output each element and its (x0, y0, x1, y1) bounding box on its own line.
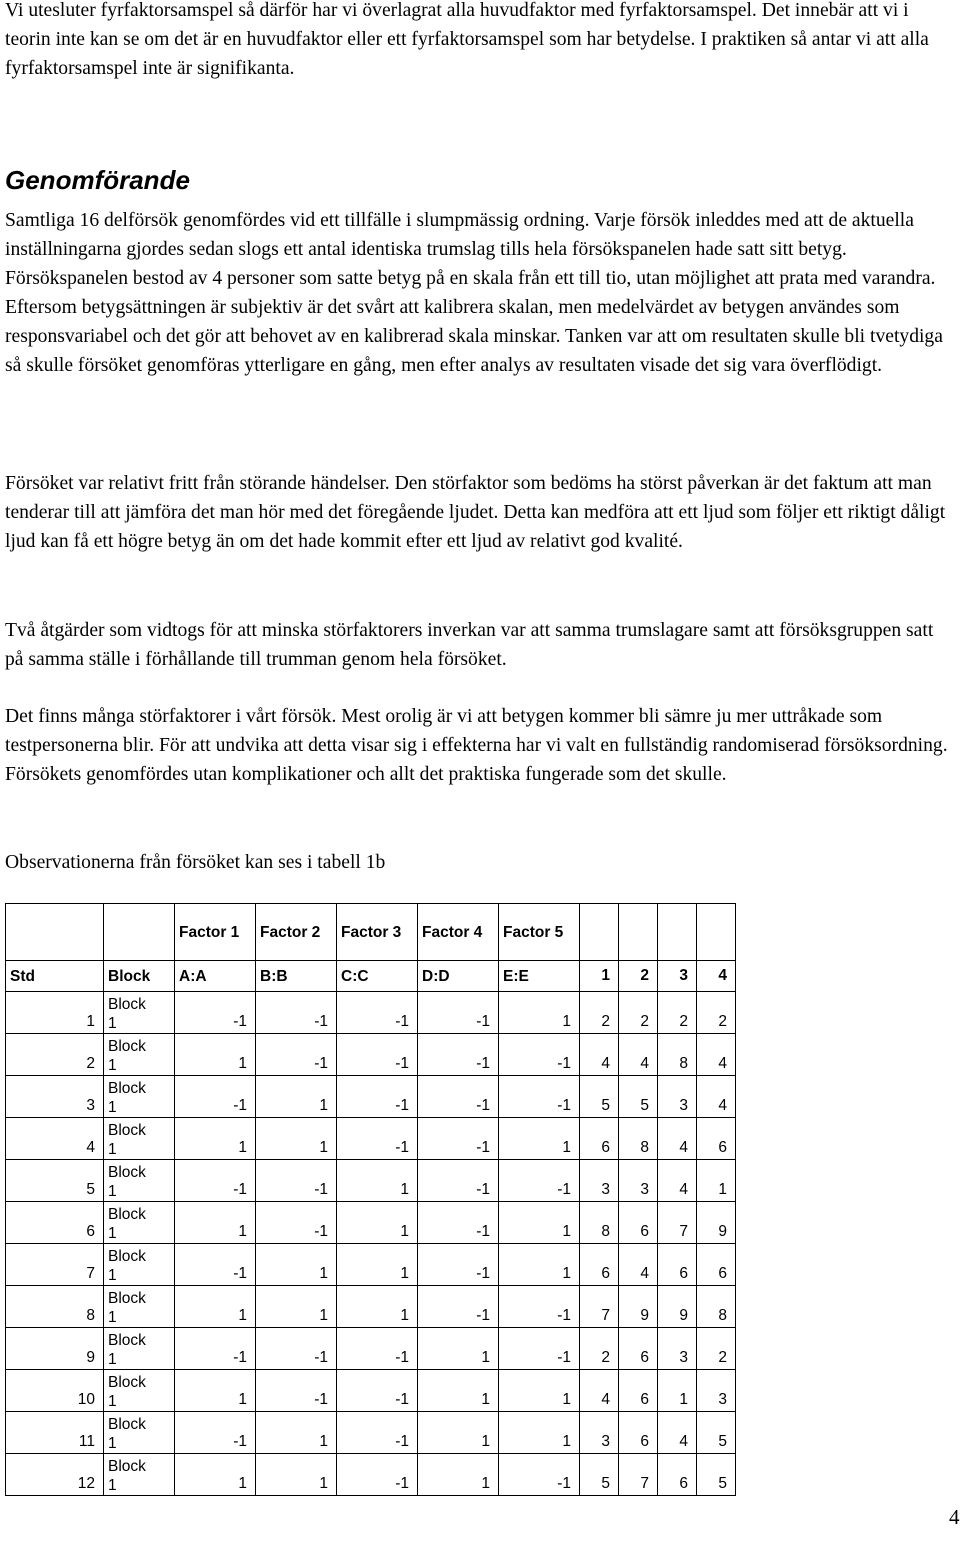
cell-rating: 8 (697, 1286, 736, 1328)
cell-rating: 4 (697, 1076, 736, 1118)
cell-rating: 2 (619, 992, 658, 1034)
cell-rating: 2 (697, 1328, 736, 1370)
cell-rating: 4 (658, 1412, 697, 1454)
cell-rating: 6 (697, 1244, 736, 1286)
cell-factor-level: 1 (175, 1286, 256, 1328)
cell-factor-level: 1 (256, 1244, 337, 1286)
cell-block-label: Block (108, 996, 146, 1013)
cell-factor-level: -1 (418, 992, 499, 1034)
cell-block-label: Block (108, 1080, 146, 1097)
cell-block (104, 1370, 175, 1412)
cell-factor-level: 1 (499, 1412, 580, 1454)
cell-std: 7 (6, 1244, 104, 1286)
header-empty-cell (580, 904, 619, 961)
cell-factor-level: -1 (418, 1118, 499, 1160)
cell-std: 4 (6, 1118, 104, 1160)
cell-rating: 3 (619, 1160, 658, 1202)
cell-std: 11 (6, 1412, 104, 1454)
table-row (6, 1370, 736, 1412)
col-header-rating-2: 2 (619, 961, 658, 992)
paragraph-storfaktorer: Det finns många störfaktorer i vårt försök. Mest orolig är vi att betygen kommer bli sämre ju mer uttråkade som testpersonerna blir. För att undvika att detta visar sig i effekterna har vi valt en fullständig randomiserad försöksordning. Försökets genomfördes utan komplikationer och allt det praktiska fungerade som det skulle. (5, 706, 948, 785)
cell-rating: 5 (697, 1412, 736, 1454)
cell-factor-level: -1 (499, 1328, 580, 1370)
cell-block (104, 1286, 175, 1328)
cell-block-label: Block (108, 1374, 146, 1391)
cell-factor-level: 1 (337, 1244, 418, 1286)
cell-factor-level: 1 (256, 1454, 337, 1496)
cell-block-number: 1 (108, 1267, 117, 1284)
cell-factor-level: 1 (499, 1202, 580, 1244)
cell-factor-level: -1 (337, 1034, 418, 1076)
table-column-header-row (6, 961, 736, 992)
cell-block-number: 1 (108, 1477, 117, 1494)
cell-factor-level: -1 (499, 1286, 580, 1328)
paragraph-observationer: Observationerna från försöket kan ses i tabell 1b (5, 852, 386, 873)
cell-block-number: 1 (108, 1351, 117, 1368)
cell-rating: 9 (658, 1286, 697, 1328)
cell-rating: 2 (580, 992, 619, 1034)
cell-factor-level: 1 (175, 1454, 256, 1496)
cell-rating: 8 (580, 1202, 619, 1244)
cell-block-label: Block (108, 1290, 146, 1307)
factor-header-2: Factor 2 (256, 904, 337, 961)
cell-rating: 6 (619, 1328, 658, 1370)
cell-rating: 2 (697, 992, 736, 1034)
cell-rating: 7 (658, 1202, 697, 1244)
cell-factor-level: 1 (256, 1076, 337, 1118)
cell-std: 12 (6, 1454, 104, 1496)
cell-rating: 6 (658, 1244, 697, 1286)
table-row (6, 1412, 736, 1454)
cell-factor-level: 1 (418, 1412, 499, 1454)
cell-factor-level: -1 (256, 1160, 337, 1202)
cell-block-label: Block (108, 1416, 146, 1433)
table-row (6, 1118, 736, 1160)
cell-block-label: Block (108, 1122, 146, 1139)
section-heading-genomforande: Genomförande (5, 165, 190, 195)
cell-factor-level: -1 (337, 1076, 418, 1118)
cell-std: 10 (6, 1370, 104, 1412)
table-row (6, 1076, 736, 1118)
cell-factor-level: -1 (418, 1244, 499, 1286)
cell-std: 3 (6, 1076, 104, 1118)
col-header-dd: D:D (418, 961, 499, 992)
cell-factor-level: -1 (499, 1034, 580, 1076)
col-header-ee: E:E (499, 961, 580, 992)
table-row (6, 1202, 736, 1244)
cell-factor-level: -1 (337, 1370, 418, 1412)
cell-rating: 8 (658, 1034, 697, 1076)
cell-factor-level: -1 (418, 1034, 499, 1076)
cell-factor-level: -1 (337, 1412, 418, 1454)
cell-factor-level: 1 (175, 1370, 256, 1412)
cell-rating: 6 (580, 1244, 619, 1286)
cell-rating: 4 (580, 1370, 619, 1412)
cell-rating: 3 (658, 1076, 697, 1118)
table-row (6, 1286, 736, 1328)
header-empty-cell (697, 904, 736, 961)
cell-block (104, 1328, 175, 1370)
cell-rating: 2 (580, 1328, 619, 1370)
cell-std: 6 (6, 1202, 104, 1244)
observation-table (5, 903, 736, 1496)
cell-rating: 4 (658, 1118, 697, 1160)
cell-factor-level: 1 (175, 1118, 256, 1160)
cell-rating: 5 (580, 1076, 619, 1118)
cell-rating: 9 (619, 1286, 658, 1328)
cell-rating: 2 (658, 992, 697, 1034)
cell-rating: 6 (658, 1454, 697, 1496)
cell-factor-level: 1 (418, 1454, 499, 1496)
table-row (6, 1328, 736, 1370)
cell-factor-level: -1 (337, 1454, 418, 1496)
col-header-std: Std (6, 961, 104, 992)
cell-block-number: 1 (108, 1141, 117, 1158)
cell-rating: 4 (580, 1034, 619, 1076)
cell-factor-level: 1 (337, 1286, 418, 1328)
cell-block-label: Block (108, 1332, 146, 1349)
cell-block (104, 1076, 175, 1118)
cell-block (104, 992, 175, 1034)
table-row (6, 992, 736, 1034)
page-number: 4 (949, 1505, 960, 1529)
cell-rating: 3 (580, 1160, 619, 1202)
cell-rating: 3 (697, 1370, 736, 1412)
cell-block (104, 1202, 175, 1244)
cell-std: 8 (6, 1286, 104, 1328)
cell-rating: 6 (619, 1412, 658, 1454)
col-header-rating-3: 3 (658, 961, 697, 992)
cell-factor-level: -1 (418, 1076, 499, 1118)
col-header-cc: C:C (337, 961, 418, 992)
cell-rating: 4 (697, 1034, 736, 1076)
cell-factor-level: 1 (499, 1370, 580, 1412)
cell-factor-level: 1 (256, 1118, 337, 1160)
header-empty-cell (619, 904, 658, 961)
cell-rating: 7 (580, 1286, 619, 1328)
col-header-aa: A:A (175, 961, 256, 992)
cell-std: 1 (6, 992, 104, 1034)
cell-factor-level: 1 (337, 1160, 418, 1202)
cell-factor-level: 1 (175, 1202, 256, 1244)
cell-rating: 9 (697, 1202, 736, 1244)
cell-block (104, 1454, 175, 1496)
cell-rating: 1 (658, 1370, 697, 1412)
cell-factor-level: -1 (418, 1160, 499, 1202)
cell-block-number: 1 (108, 1309, 117, 1326)
cell-rating: 4 (619, 1244, 658, 1286)
cell-block-number: 1 (108, 1435, 117, 1452)
cell-rating: 7 (619, 1454, 658, 1496)
cell-block-number: 1 (108, 1183, 117, 1200)
cell-block (104, 1244, 175, 1286)
cell-rating: 3 (580, 1412, 619, 1454)
cell-block-label: Block (108, 1458, 146, 1475)
cell-rating: 5 (619, 1076, 658, 1118)
header-empty-cell (658, 904, 697, 961)
cell-factor-level: 1 (499, 1244, 580, 1286)
col-header-rating-4: 4 (697, 961, 736, 992)
cell-factor-level: -1 (175, 1412, 256, 1454)
cell-block-label: Block (108, 1038, 146, 1055)
factor-header-5: Factor 5 (499, 904, 580, 961)
cell-factor-level: -1 (256, 1202, 337, 1244)
cell-factor-level: -1 (256, 1034, 337, 1076)
factor-header-1: Factor 1 (175, 904, 256, 961)
cell-block-label: Block (108, 1206, 146, 1223)
cell-std: 5 (6, 1160, 104, 1202)
table-row (6, 1244, 736, 1286)
cell-factor-level: -1 (175, 1160, 256, 1202)
cell-factor-level: 1 (256, 1286, 337, 1328)
cell-rating: 6 (619, 1202, 658, 1244)
cell-rating: 4 (658, 1160, 697, 1202)
col-header-block: Block (104, 961, 175, 992)
cell-factor-level: -1 (256, 1328, 337, 1370)
cell-factor-level: 1 (418, 1370, 499, 1412)
header-empty-cell (6, 904, 104, 961)
cell-factor-level: -1 (499, 1076, 580, 1118)
paragraph-storande-handelser: Försöket var relativt fritt från störande händelser. Den störfaktor som bedöms ha störst påverkan är det faktum att man tenderar till att jämföra det man hör med det föregående ljudet. Detta kan medföra att ett ljud som följer ett riktigt dåligt ljud kan få ett högre betyg än om det hade kommit efter ett ljud av relativt god kvalité. (5, 473, 946, 552)
cell-factor-level: 1 (175, 1034, 256, 1076)
table-row (6, 1034, 736, 1076)
cell-block (104, 1160, 175, 1202)
cell-block (104, 1118, 175, 1160)
cell-rating: 6 (619, 1370, 658, 1412)
cell-factor-level: -1 (337, 992, 418, 1034)
paragraph-atgarder: Två åtgärder som vidtogs för att minska störfaktorers inverkan var att samma trumslagare samt att försöksgruppen satt på samma ställe i förhållande till trumman genom hela försöket. (5, 620, 934, 670)
cell-block-number: 1 (108, 1099, 117, 1116)
cell-rating: 5 (697, 1454, 736, 1496)
cell-factor-level: -1 (175, 1328, 256, 1370)
cell-block (104, 1034, 175, 1076)
cell-factor-level: 1 (337, 1202, 418, 1244)
cell-factor-level: 1 (499, 992, 580, 1034)
cell-block-label: Block (108, 1164, 146, 1181)
cell-factor-level: -1 (256, 992, 337, 1034)
header-empty-cell (104, 904, 175, 961)
cell-block-number: 1 (108, 1015, 117, 1032)
cell-std: 2 (6, 1034, 104, 1076)
cell-rating: 1 (697, 1160, 736, 1202)
cell-block (104, 1412, 175, 1454)
cell-factor-level: -1 (175, 1244, 256, 1286)
table-row (6, 1454, 736, 1496)
cell-factor-level: -1 (499, 1160, 580, 1202)
cell-factor-level: -1 (418, 1202, 499, 1244)
table-row (6, 1160, 736, 1202)
cell-factor-level: -1 (175, 992, 256, 1034)
cell-rating: 3 (658, 1328, 697, 1370)
cell-rating: 5 (580, 1454, 619, 1496)
cell-block-label: Block (108, 1248, 146, 1265)
cell-rating: 8 (619, 1118, 658, 1160)
cell-std: 9 (6, 1328, 104, 1370)
cell-factor-level: -1 (337, 1328, 418, 1370)
col-header-bb: B:B (256, 961, 337, 992)
cell-factor-level: -1 (256, 1370, 337, 1412)
factor-header-4: Factor 4 (418, 904, 499, 961)
cell-factor-level: -1 (175, 1076, 256, 1118)
cell-factor-level: 1 (256, 1412, 337, 1454)
cell-block-number: 1 (108, 1057, 117, 1074)
cell-rating: 6 (580, 1118, 619, 1160)
paragraph-genomforande: Samtliga 16 delförsök genomfördes vid ett tillfälle i slumpmässig ordning. Varje försök inleddes med att de aktuella inställningarna gjordes sedan slogs ett antal identiska trumslag tills hela försökspanelen hade satt sitt betyg. Försökspanelen bestod av 4 personer som satte betyg på en skala från ett till tio, utan möjlighet att prata med varandra. Eftersom betygsättningen är subjektiv är det svårt att kalibrera skalan, men medelvärdet av betygen användes som responsvariabel och det gör att behovet av en kalibrerad skala minskar. Tanken var att om resultaten skulle bli tvetydiga så skulle försöket genomföras ytterligare en gång, men efter analys av resultaten visade det sig vara överflödigt. (5, 210, 943, 376)
intro-paragraph: Vi utesluter fyrfaktorsamspel så därför har vi överlagrat alla huvudfaktor med fyrfaktorsamspel. Det innebär att vi i teorin inte kan se om det är en huvudfaktor eller ett fyrfaktorsamspel som har betydelse. I praktiken så antar vi att alla fyrfaktorsamspel inte är signifikanta. (5, 0, 929, 79)
table-factor-header-row (6, 904, 736, 961)
cell-factor-level: -1 (499, 1454, 580, 1496)
cell-factor-level: -1 (418, 1286, 499, 1328)
factor-header-3: Factor 3 (337, 904, 418, 961)
cell-block-number: 1 (108, 1225, 117, 1242)
cell-block-number: 1 (108, 1393, 117, 1410)
cell-factor-level: 1 (499, 1118, 580, 1160)
cell-factor-level: 1 (418, 1328, 499, 1370)
cell-factor-level: -1 (337, 1118, 418, 1160)
cell-rating: 4 (619, 1034, 658, 1076)
cell-rating: 6 (697, 1118, 736, 1160)
col-header-rating-1: 1 (580, 961, 619, 992)
